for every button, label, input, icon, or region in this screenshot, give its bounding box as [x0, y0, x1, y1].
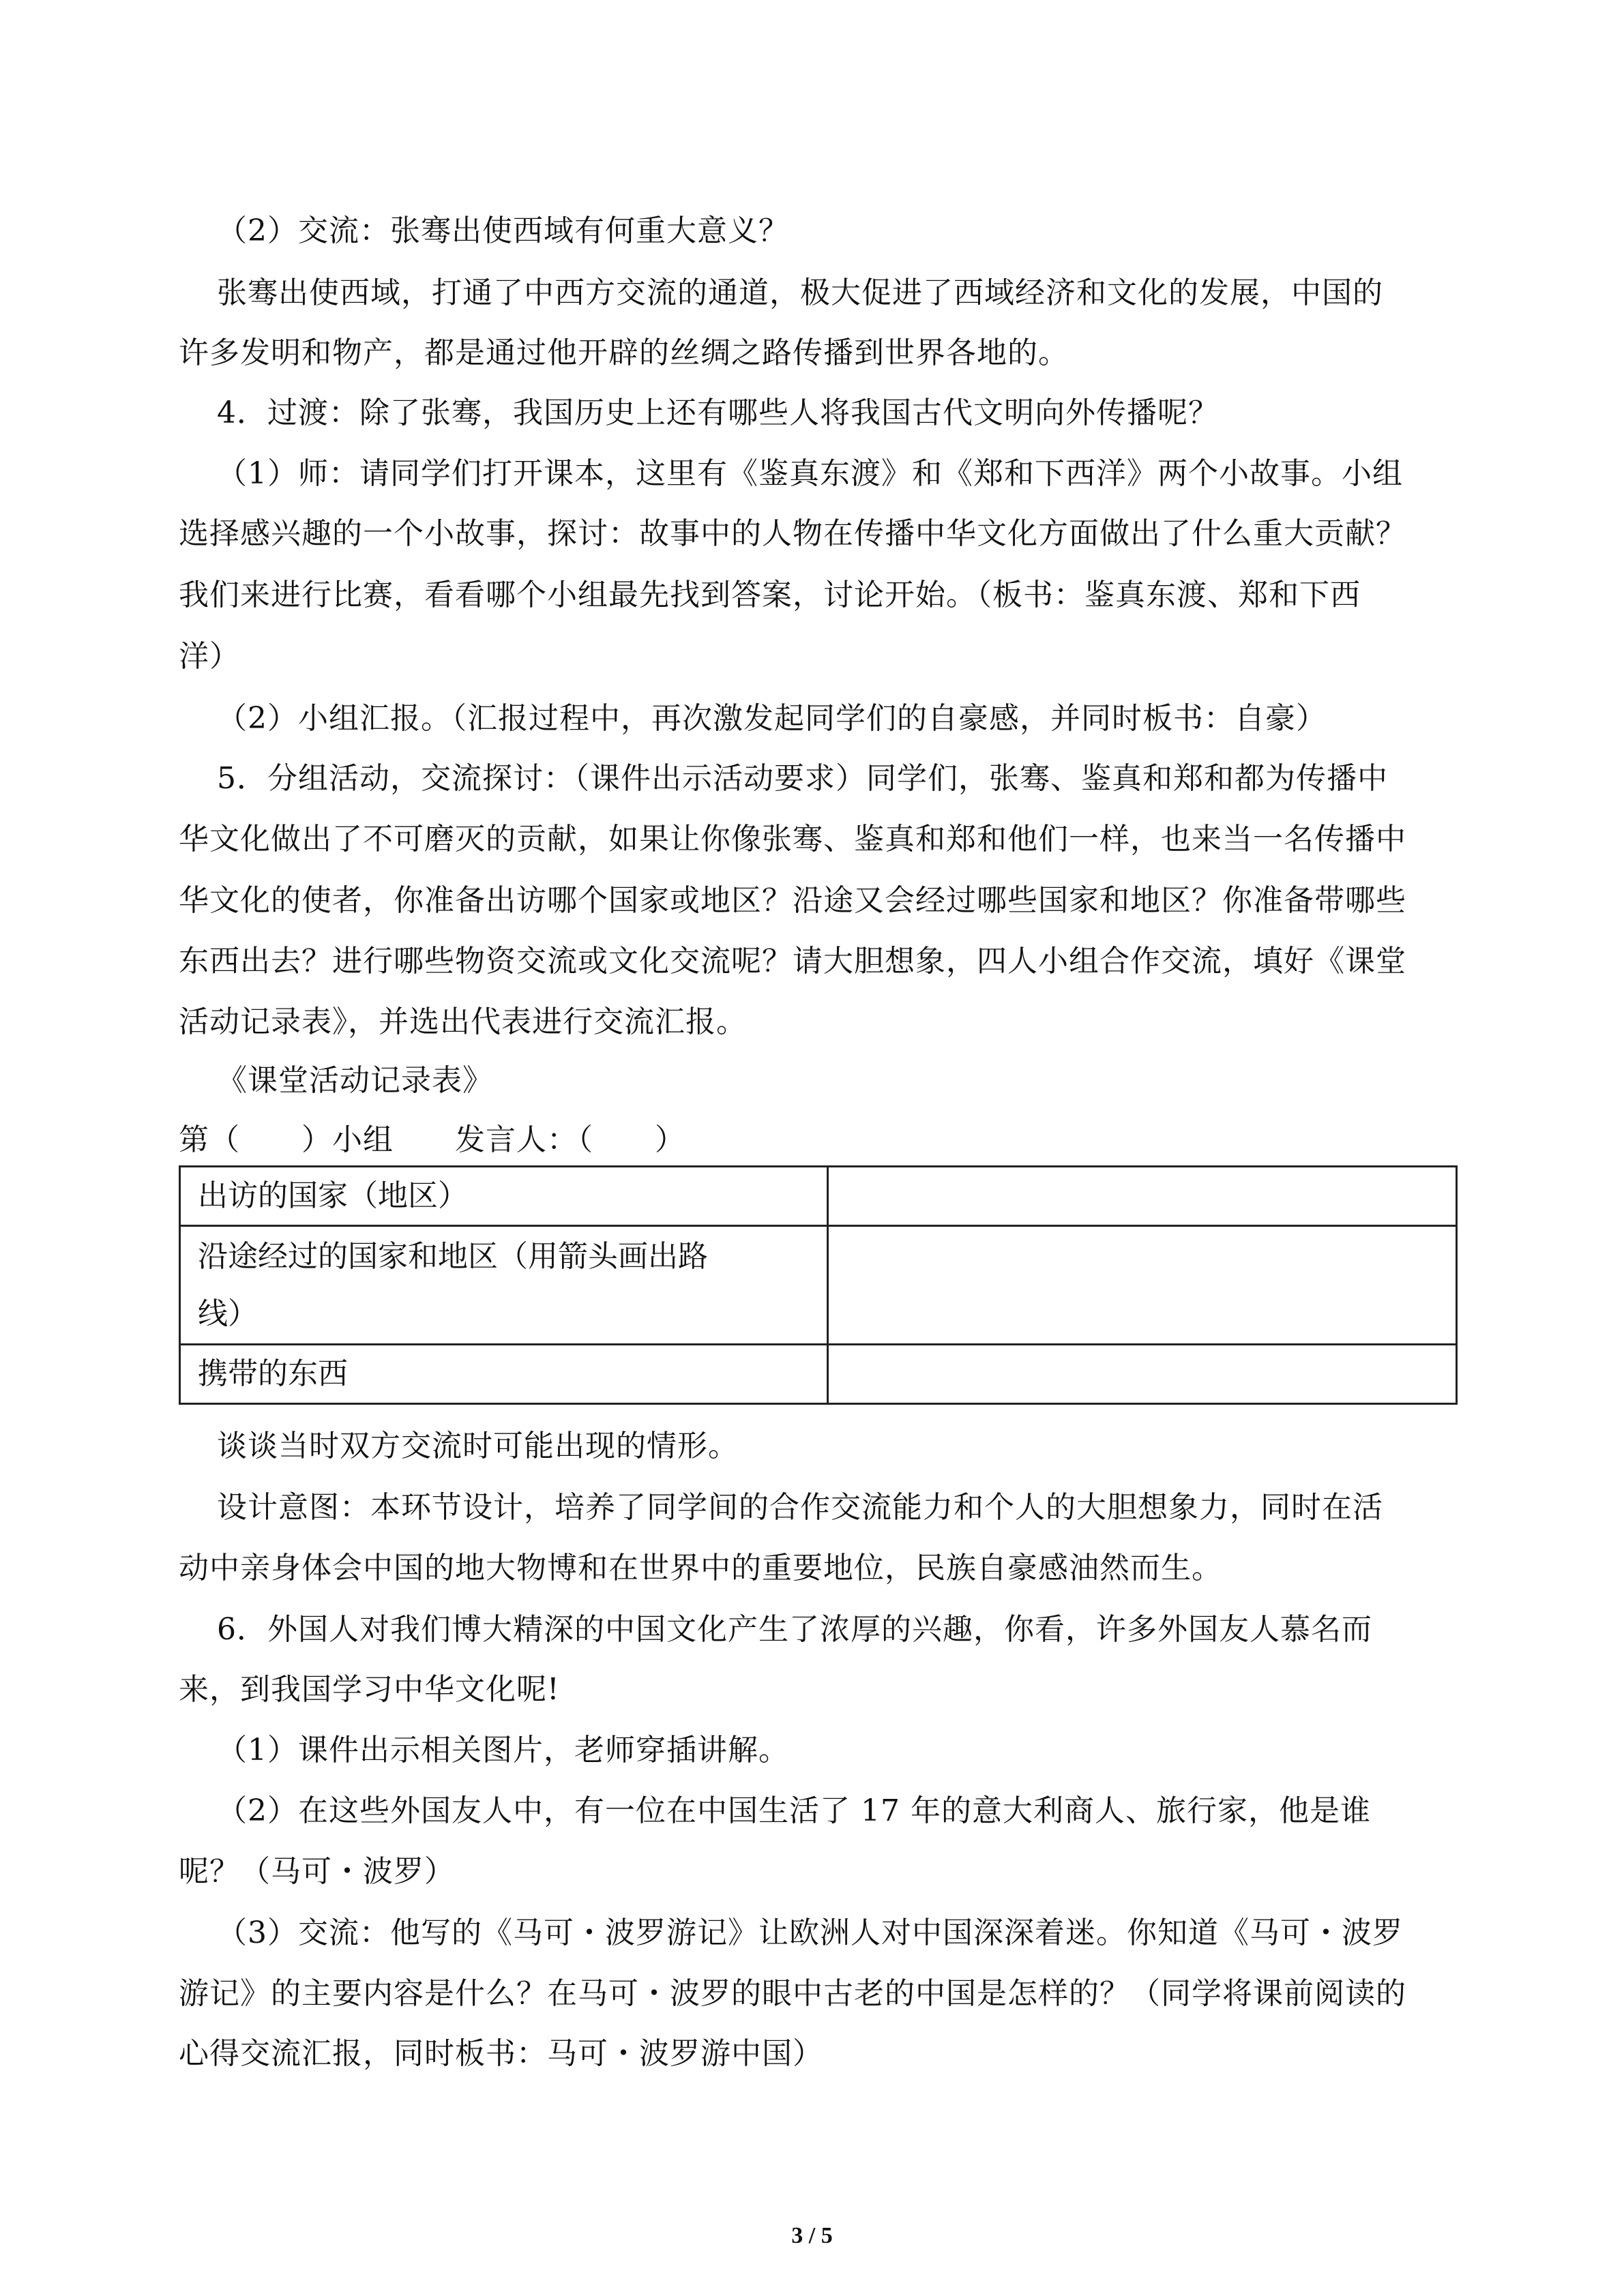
paragraph-line: （3）交流：他写的《马可・波罗游记》让欧洲人对中国深深着迷。你知道《马可・波罗 — [217, 1915, 1403, 1950]
paragraph-line: （2）在这些外国友人中，有一位在中国生活了 17 年的意大利商人、旅行家，他是谁 — [217, 1793, 1371, 1828]
paragraph-line: 东西出去？进行哪些物资交流或文化交流呢？请大胆想象，四人小组合作交流，填好《课堂 — [179, 944, 1406, 979]
table-cell-label-line: 线） — [198, 1296, 258, 1331]
paragraph-line: 来，到我国学习中华文化呢! — [179, 1672, 560, 1707]
paragraph-line: 许多发明和物产，都是通过他开辟的丝绸之路传播到世界各地的。 — [179, 336, 1069, 370]
page-number: 3 / 5 — [791, 2223, 833, 2248]
paragraph-line: 心得交流汇报，同时板书：马可・波罗游中国） — [179, 2036, 823, 2071]
paragraph-line: 设计意图：本环节设计，培养了同学间的合作交流能力和个人的大胆想象力，同时在活 — [217, 1490, 1383, 1525]
paragraph-line: 华文化的使者，你准备出访哪个国家或地区？沿途又会经过哪些国家和地区？你准备带哪些 — [179, 883, 1406, 918]
table-cell-label: 出访的国家（地区） — [180, 1167, 828, 1226]
table-cell-blank[interactable] — [828, 1167, 1457, 1226]
paragraph-line: 呢？（马可・波罗） — [179, 1854, 455, 1889]
table-cell-label: 携带的东西 — [180, 1345, 828, 1404]
table-title: 《课堂活动记录表》 — [217, 1063, 493, 1098]
paragraph-line: （1）课件出示相关图片，老师穿插讲解。 — [217, 1733, 789, 1768]
table-row — [180, 1345, 1457, 1404]
paragraph-line: （2）交流：张骞出使西域有何重大意义？ — [217, 213, 789, 248]
table-caption: 第（ ）小组 发言人：（ ） — [179, 1122, 685, 1157]
table-row — [180, 1167, 1457, 1226]
paragraph-line: 选择感兴趣的一个小故事，探讨：故事中的人物在传播中华文化方面做出了什么重大贡献？ — [179, 516, 1406, 551]
table-row — [180, 1226, 1457, 1345]
paragraph-line: 6．外国人对我们博大精深的中国文化产生了浓厚的兴趣，你看，许多外国友人慕名而 — [217, 1612, 1372, 1647]
paragraph-line: 5．分组活动，交流探讨：（课件出示活动要求）同学们，张骞、鉴真和郑和都为传播中 — [217, 761, 1388, 796]
paragraph-line: （1）师：请同学们打开课本，这里有《鉴真东渡》和《郑和下西洋》两个小故事。小组 — [217, 456, 1403, 491]
activity-record-table — [179, 1165, 1458, 1405]
table-cell-label-line: 沿途经过的国家和地区（用箭头画出路 — [198, 1238, 708, 1274]
paragraph-line: 活动记录表》，并选出代表进行交流汇报。 — [179, 1004, 747, 1039]
paragraph-line: 谈谈当时双方交流时可能出现的情形。 — [217, 1429, 739, 1463]
paragraph-line: 我们来进行比赛，看看哪个小组最先找到答案，讨论开始。（板书：鉴真东渡、郑和下西 — [179, 578, 1361, 612]
paragraph-line: 洋） — [179, 639, 240, 674]
paragraph-line: 华文化做出了不可磨灭的贡献，如果让你像张骞、鉴真和郑和他们一样，也来当一名传播中 — [179, 822, 1406, 856]
paragraph-line: 游记》的主要内容是什么？在马可・波罗的眼中古老的中国是怎样的？（同学将课前阅读的 — [179, 1976, 1406, 2011]
table-cell-blank[interactable] — [828, 1226, 1457, 1345]
paragraph-line: 动中亲身体会中国的地大物博和在世界中的重要地位，民族自豪感油然而生。 — [179, 1551, 1222, 1585]
paragraph-line: 4．过渡：除了张骞，我国历史上还有哪些人将我国古代文明向外传播呢？ — [217, 396, 1219, 430]
paragraph-line: 张骞出使西域，打通了中西方交流的通道，极大促进了西域经济和文化的发展，中国的 — [217, 275, 1383, 310]
table-cell-label — [180, 1226, 828, 1345]
table-cell-blank[interactable] — [828, 1345, 1457, 1404]
paragraph-line: （2）小组汇报。（汇报过程中，再次激发起同学们的自豪感，并同时板书：自豪） — [217, 701, 1327, 736]
